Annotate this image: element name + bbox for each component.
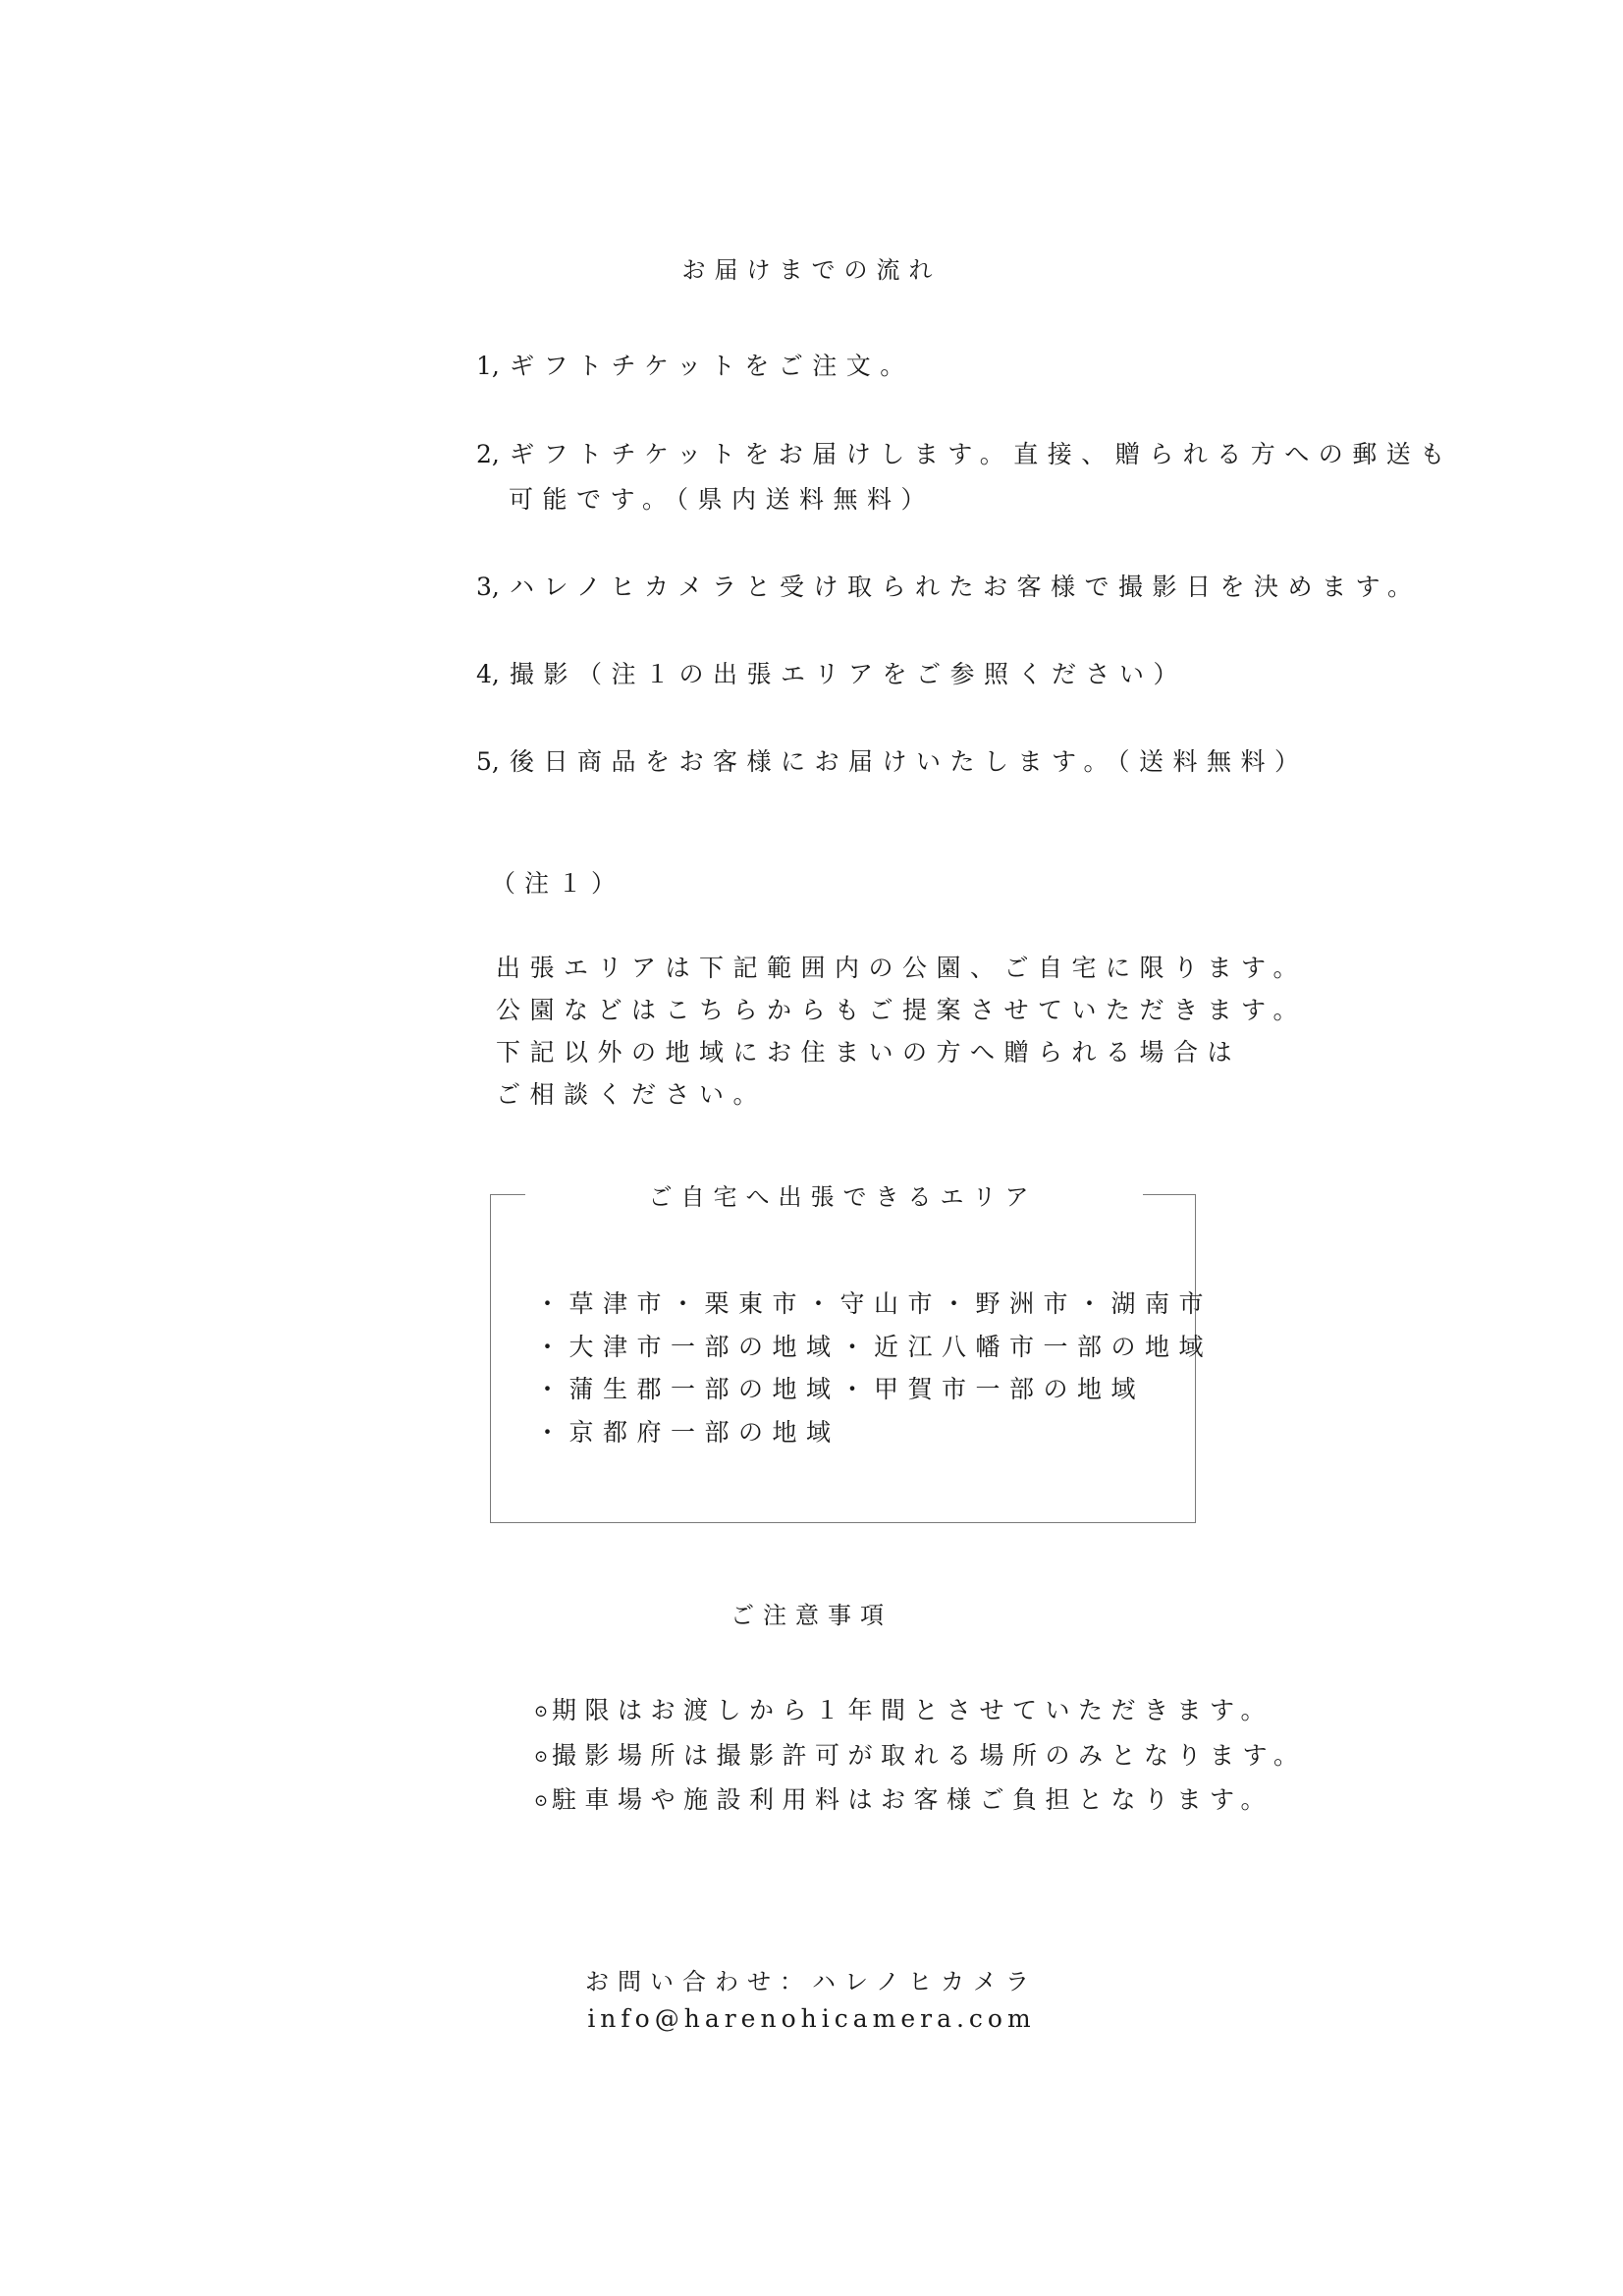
- step-text: ハレノヒカメラと受け取られたお客様で撮影日を決めます。: [510, 573, 1422, 601]
- note-line: 公園などはこちらからもご提案させていただきます。: [496, 996, 1308, 1024]
- circle-bullet-icon: ⊙: [533, 1746, 549, 1767]
- step-text: 後日商品をお客様にお届けいたします。（送料無料）: [510, 747, 1309, 776]
- note-label: （注１）: [491, 869, 625, 898]
- caution-item: [530, 1778, 1307, 1824]
- step-number: 2,: [476, 440, 500, 468]
- service-area-title: ご自宅へ出張できるエリア: [648, 1183, 1038, 1211]
- caution-text: 撮影場所は撮影許可が取れる場所のみとなります。: [552, 1740, 1307, 1770]
- note-line: ご相談ください。: [496, 1080, 768, 1109]
- flow-step-1: [476, 344, 914, 389]
- step-number: 1,: [476, 352, 500, 380]
- service-area-item: ・大津市一部の地域・近江八幡市一部の地域: [535, 1332, 1214, 1361]
- service-area-list: [535, 1283, 1213, 1453]
- service-area-item: ・草津市・栗東市・守山市・野洲市・湖南市: [535, 1289, 1214, 1318]
- caution-list: [530, 1689, 1307, 1824]
- step-number: 5,: [476, 747, 500, 776]
- service-area-item: ・蒲生郡一部の地域・甲賀市一部の地域: [535, 1375, 1146, 1403]
- note-line: 下記以外の地域にお住まいの方へ贈られる場合は: [496, 1038, 1242, 1066]
- flow-step-5: [476, 739, 1309, 785]
- circle-bullet-icon: ⊙: [533, 1702, 549, 1722]
- flow-step-3: [476, 565, 1422, 610]
- step-text: 撮影（注１の出張エリアをご参照ください）: [510, 660, 1188, 688]
- contact-email[interactable]: info@harenohicamera.com: [587, 2004, 1036, 2033]
- service-area-box: [490, 1183, 1214, 1523]
- step-text: ギフトチケットをお届けします。直接、贈られる方への郵送も: [510, 440, 1454, 468]
- flow-title: お届けまでの流れ: [681, 256, 942, 284]
- step-number: 4,: [476, 660, 500, 688]
- step-text-continued: 可能です。（県内送料無料）: [509, 485, 936, 514]
- caution-title: ご注意事項: [730, 1602, 893, 1629]
- note-body: [496, 947, 1307, 1116]
- note-line: 出張エリアは下記範囲内の公園、ご自宅に限ります。: [496, 954, 1308, 982]
- circle-bullet-icon: ⊙: [533, 1791, 549, 1811]
- service-area-item: ・京都府一部の地域: [535, 1417, 840, 1447]
- flow-step-4: [476, 652, 1187, 697]
- caution-text: 駐車場や施設利用料はお客様ご負担となります。: [552, 1785, 1274, 1814]
- caution-item: [530, 1734, 1307, 1779]
- flow-step-2: [476, 432, 1454, 522]
- step-number: 3,: [476, 573, 500, 601]
- caution-item: [530, 1689, 1307, 1734]
- step-text: ギフトチケットをご注文。: [510, 352, 914, 380]
- contact-label: お問い合わせ：ハレノヒカメラ: [584, 1968, 1039, 1995]
- caution-text: 期限はお渡しから１年間とさせていただきます。: [552, 1696, 1274, 1724]
